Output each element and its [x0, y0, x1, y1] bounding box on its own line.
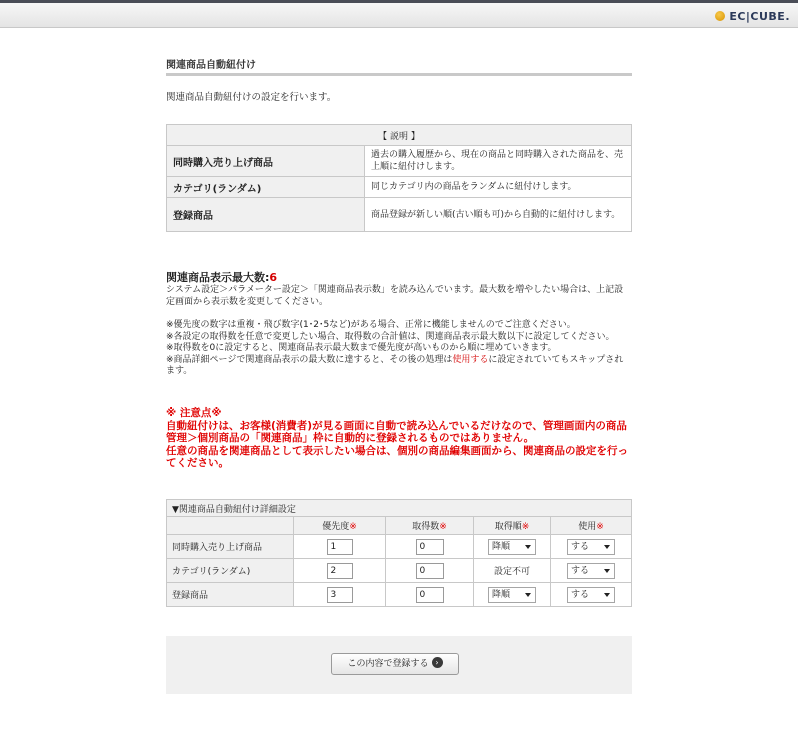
col-header-use: 使用※ [551, 517, 632, 535]
page-title: 関連商品自動紐付け [166, 50, 632, 76]
caution-body: 自動紐付けは、お客様(消費者)が見る画面に自動で読み込んでいるだけなので、管理画面内の商品管理＞個別商品の「関連商品」枠に自動的に登録されるものではありません。 [166, 419, 627, 444]
note-line [166, 355, 632, 378]
note-text: ※商品詳細ページで関連商品表示の最大数に達すると、その後の処理は [166, 354, 453, 365]
notes [166, 320, 632, 378]
explain-row-text: 同じカテゴリ内の商品をランダムに紐付けします。 [365, 177, 632, 198]
count-input[interactable]: 0 [416, 563, 444, 579]
chevron-down-icon [604, 569, 610, 573]
chevron-down-icon [525, 545, 531, 549]
explain-header: 【 説明 】 [167, 125, 632, 146]
note-line: ※各設定の取得数を任意で変更したい場合、取得数の合計値は、関連商品表示最大数以下に設定してください。 [166, 331, 615, 342]
detail-settings-table [166, 499, 632, 607]
note-text: に設定されていてもスキップされます。 [166, 354, 624, 376]
order-select[interactable]: 降順 [488, 587, 536, 603]
page-description: 関連商品自動紐付けの設定を行います。 [166, 92, 337, 103]
use-select[interactable]: する [567, 539, 615, 555]
use-select[interactable]: する [567, 563, 615, 579]
chevron-down-icon [525, 593, 531, 597]
count-input[interactable]: 0 [416, 587, 444, 603]
count-input[interactable]: 0 [416, 539, 444, 555]
priority-input[interactable]: 2 [327, 563, 353, 579]
max-display-label: 関連商品表示最大数: [166, 271, 270, 284]
main-content [166, 50, 632, 669]
arrow-right-circle-icon: › [432, 657, 443, 668]
row-label: カテゴリ(ランダム) [167, 559, 294, 583]
explain-row-text: 過去の購入履歴から、現在の商品と同時購入された商品を、売上順に紐付けします。 [365, 146, 632, 177]
col-header-priority: 優先度※ [294, 517, 386, 535]
priority-input[interactable]: 1 [327, 539, 353, 555]
max-display-description: システム設定＞パラメーター設定＞「関連商品表示数」を読み込んでいます。最大数を増やしたい場合は、上記設定画面から表示数を変更してください。 [166, 285, 624, 307]
detail-caption: ▼関連商品自動紐付け詳細設定 [167, 500, 632, 517]
chevron-down-icon [604, 545, 610, 549]
order-select[interactable]: 降順 [488, 539, 536, 555]
explain-row-text: 商品登録が新しい順(古い順も可)から自動的に紐付けします。 [365, 198, 632, 232]
explain-table [166, 124, 632, 232]
eccube-logo[interactable] [715, 8, 790, 24]
register-button-label: この内容で登録する [347, 659, 429, 669]
row-label: 同時購入売り上げ商品 [167, 535, 294, 559]
explain-row-name: 同時購入売り上げ商品 [167, 146, 365, 177]
row-label: 登録商品 [167, 583, 294, 607]
explain-row-name: カテゴリ(ランダム) [167, 177, 365, 198]
col-header-count: 取得数※ [386, 517, 474, 535]
caution-block [166, 407, 632, 470]
note-highlight: 使用する [452, 354, 489, 365]
caution-title: ※ 注意点※ [166, 407, 222, 419]
cube-logo-icon [715, 11, 725, 21]
chevron-down-icon [604, 593, 610, 597]
caution-body-2: 任意の商品を関連商品として表示したい場合は、個別の商品編集画面から、関連商品の設定を行ってください。 [166, 444, 628, 469]
submit-area [166, 636, 632, 694]
explain-row-name: 登録商品 [167, 198, 365, 232]
max-display-value: 6 [269, 271, 278, 284]
header-blank [167, 517, 294, 535]
col-header-order: 取得順※ [474, 517, 551, 535]
logo-text: EC|CUBE. [729, 9, 790, 23]
note-line: ※優先度の数字は重複・飛び数字(1･2･5など)がある場合、正常に機能しませんのでご注意ください。 [166, 320, 576, 330]
use-select[interactable]: する [567, 587, 615, 603]
order-fixed-text: 設定不可 [474, 559, 551, 583]
top-bar [0, 0, 798, 28]
max-display-block [166, 269, 632, 378]
priority-input[interactable]: 3 [327, 587, 353, 603]
register-button[interactable] [331, 653, 459, 675]
note-line: ※取得数を0に設定すると、関連商品表示最大数まで優先度が高いものから順に埋めていきます。 [166, 343, 557, 353]
